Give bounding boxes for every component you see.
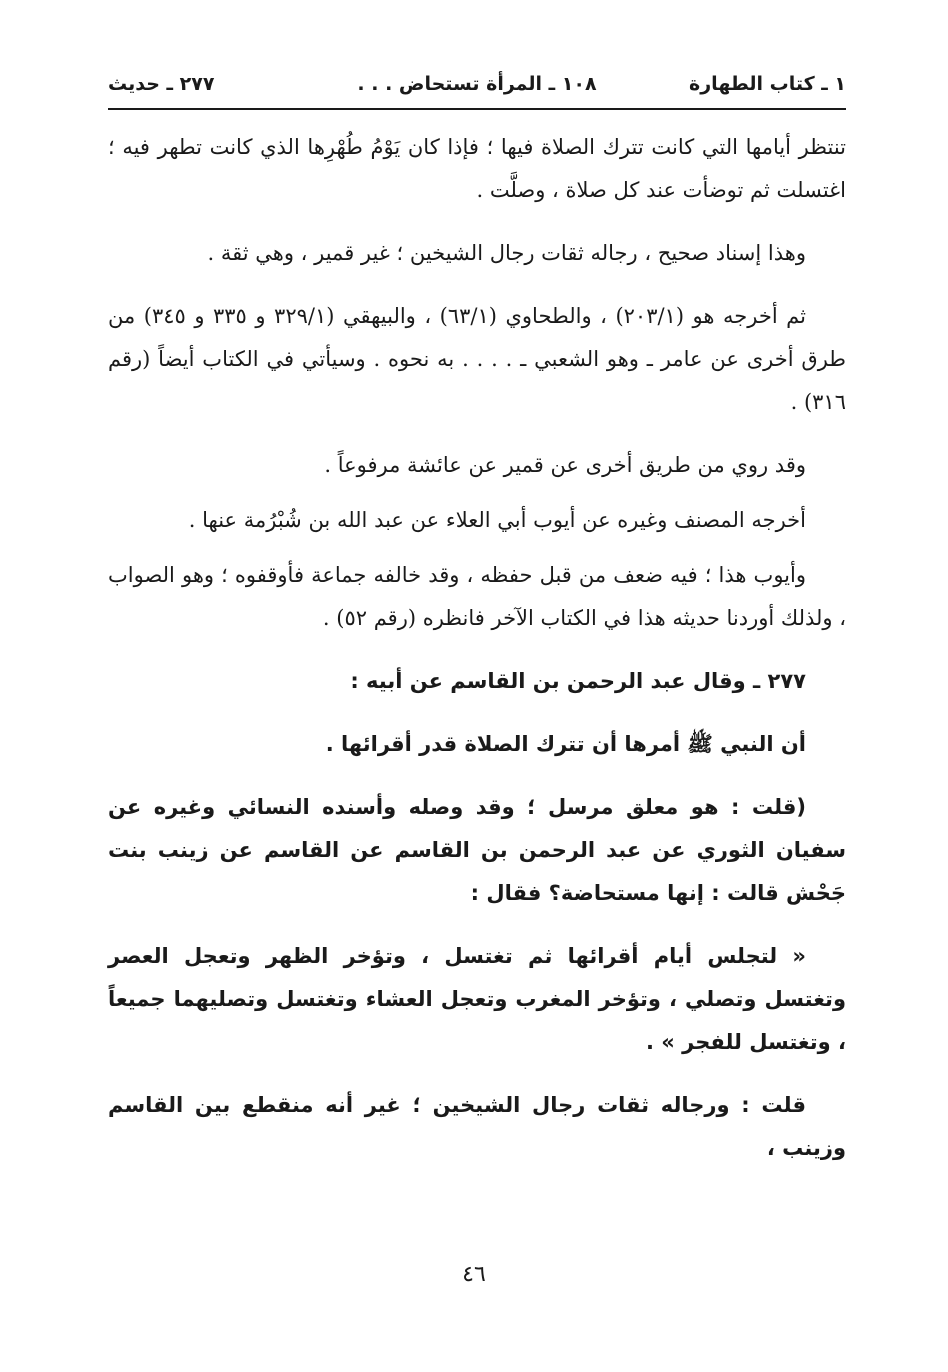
page-number: ٤٦	[462, 1262, 486, 1287]
paragraph-6: وأيوب هذا ؛ فيه ضعف من قبل حفظه ، وقد خالفه جماعة فأوقفوه ؛ وهو الصواب ، ولذلك أوردنا حديثه هذا في الكتاب الآخر فانظره (رقم ٥٢) .	[108, 563, 846, 630]
header-hadith-number: ٢٧٧ ـ حديث	[108, 73, 215, 95]
page-body	[108, 118, 846, 1170]
paragraph-4: وقد روي من طريق أخرى عن قمير عن عائشة مرفوعاً .	[324, 453, 806, 477]
paragraph-3: ثم أخرجه هو (٢٠٣/١) ، والطحاوي (٦٣/١) ، والبيهقي (٣٢٩/١ و ٣٣٥ و ٣٤٥) من طرق أخرى عن عامر ـ وهو الشعبي ـ . . . . به نحوه . وسيأتي في الكتاب أيضاً (رقم ٣١٦) .	[108, 304, 846, 414]
header-rule	[108, 108, 846, 110]
hadith-commentary: (قلت : هو معلق مرسل ؛ وقد وصله وأسنده النسائي وغيره عن سفيان الثوري عن عبد الرحمن بن القاسم عن القاسم عن زينب بنت جَحْش قالت : إنها مستحاضة؟ فقال :	[108, 795, 846, 905]
header-chapter-title: ١٠٨ ـ المرأة تستحاض . . .	[357, 73, 597, 95]
hadith-quote: « لتجلس أيام أقرائها ثم تغتسل ، وتؤخر الظهر وتعجل العصر وتغتسل وتصلي ، وتؤخر المغرب وتعجل العشاء وتغتسل وتصليهما جميعاً ، وتغتسل للفجر » .	[108, 944, 846, 1054]
header-book-title: ١ ـ كتاب الطهارة	[689, 73, 846, 95]
paragraph-5: أخرجه المصنف وغيره عن أيوب أبي العلاء عن عبد الله بن شُبْرُمة عنها .	[188, 508, 806, 532]
closing-note: قلت : ورجاله ثقات رجال الشيخين ؛ غير أنه منقطع بين القاسم وزينب ،	[108, 1093, 846, 1160]
hadith-text: أن النبي ﷺ أمرها أن تترك الصلاة قدر أقرائها .	[325, 732, 806, 756]
hadith-heading: ٢٧٧ ـ وقال عبد الرحمن بن القاسم عن أبيه :	[350, 669, 806, 693]
running-header	[108, 62, 846, 106]
paragraph-1: تنتظر أيامها التي كانت تترك الصلاة فيها ؛ فإذا كان يَوْمُ طُهْرِها الذي كانت تطهر فيه ؛ اغتسلت ثم توضأت عند كل صلاة ، وصلَّت .	[108, 135, 846, 202]
paragraph-2: وهذا إسناد صحيح ، رجاله ثقات رجال الشيخين ؛ غير قمير ، وهي ثقة .	[207, 241, 806, 265]
